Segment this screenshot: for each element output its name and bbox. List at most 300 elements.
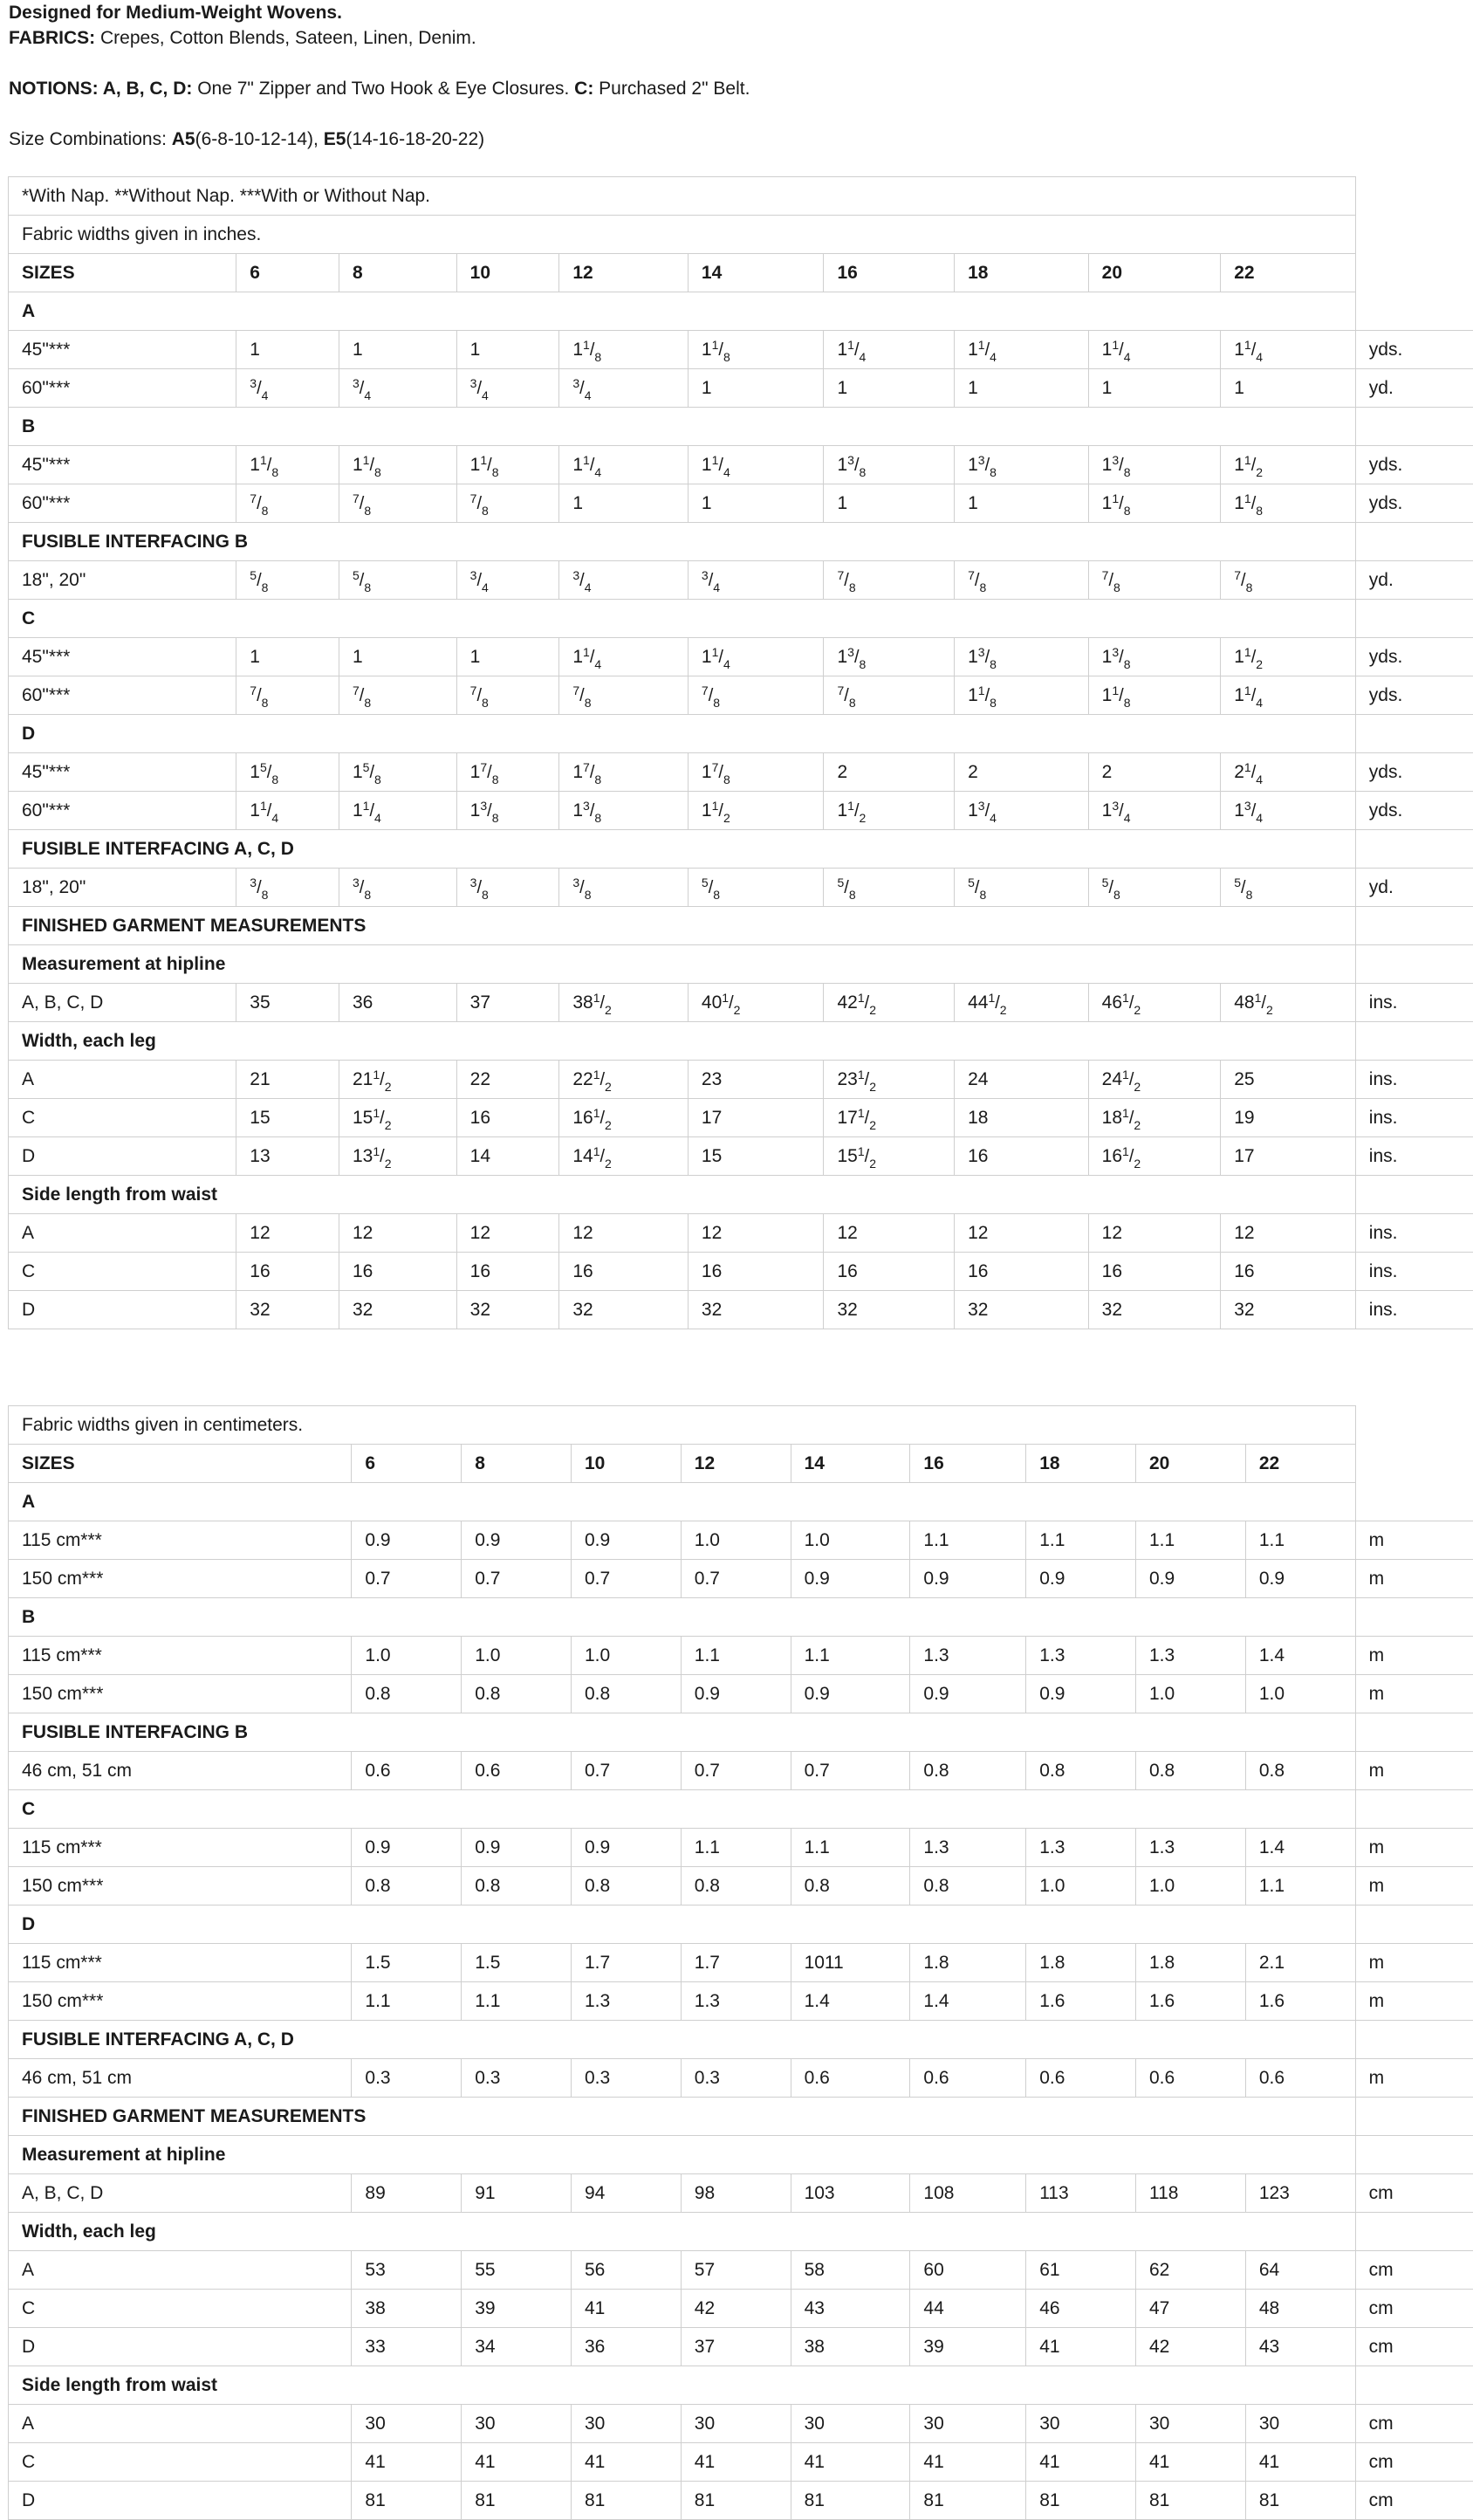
row-label: A, B, C, D	[9, 2174, 352, 2213]
designed-for-line: Designed for Medium-Weight Wovens.	[9, 0, 1457, 25]
table-cell: 1	[236, 638, 339, 676]
table-cell: 30	[571, 2405, 681, 2443]
table-cell: $1^1/_8$	[559, 331, 689, 369]
table-cell: $^3/_8$	[339, 869, 456, 907]
table-cell: 113	[1026, 2174, 1136, 2213]
table-cell: 48	[1245, 2290, 1355, 2328]
table-cell: 1011	[791, 1944, 910, 1982]
row-label: 18", 20"	[9, 869, 236, 907]
table-cell: 2.1	[1245, 1944, 1355, 1982]
size-combinations-prefix: Size Combinations:	[9, 129, 172, 149]
table-cell: 33	[352, 2328, 462, 2366]
unit-cell: cm	[1355, 2174, 1473, 2213]
section-heading: FINISHED GARMENT MEASUREMENTS	[9, 907, 1356, 945]
row-label: 60"***	[9, 792, 236, 830]
size-column-header: 14	[688, 254, 824, 292]
table-cell: 118	[1136, 2174, 1246, 2213]
table-cell: 1.1	[1245, 1521, 1355, 1560]
table-row	[9, 1675, 1473, 1713]
table-cell: 0.8	[910, 1752, 1026, 1790]
table-cell: 1.8	[910, 1944, 1026, 1982]
table-cell: $^3/_4$	[456, 561, 559, 600]
table-cell: $2^1/_4$	[1221, 753, 1356, 792]
table-cell: $1^1/_4$	[688, 446, 824, 484]
table-cell: 30	[910, 2405, 1026, 2443]
table-cell: 1.1	[1136, 1521, 1246, 1560]
section-heading: Width, each leg	[9, 1022, 1356, 1061]
table-cell: 1.1	[791, 1637, 910, 1675]
table-cell: $^7/_8$	[456, 676, 559, 715]
section-header-row	[9, 2366, 1473, 2405]
unit-cell: ins.	[1355, 1099, 1473, 1137]
table-cell: 1.8	[1136, 1944, 1246, 1982]
table-cell: 41	[1136, 2443, 1246, 2482]
metric-yardage-table	[8, 1405, 1473, 2520]
notions-line	[9, 76, 1457, 101]
unit-cell: m	[1355, 1521, 1473, 1560]
nap-note: *With Nap. **Without Nap. ***With or Without Nap.	[9, 177, 1356, 216]
combo-code-a5: A5	[172, 129, 195, 149]
table-row	[9, 1982, 1473, 2021]
table-cell: 0.8	[1136, 1752, 1246, 1790]
table-cell: $1^1/_4$	[955, 331, 1089, 369]
table-cell: 36	[571, 2328, 681, 2366]
notions-c-label: C:	[574, 79, 593, 99]
table-cell: 12	[456, 1214, 559, 1253]
table-cell: 56	[571, 2251, 681, 2290]
size-column-header: 22	[1245, 1445, 1355, 1483]
unit-cell: m	[1355, 1752, 1473, 1790]
table-cell: 1.3	[1026, 1637, 1136, 1675]
table-cell: 1.1	[352, 1982, 462, 2021]
unit-cell: ins.	[1355, 1061, 1473, 1099]
table-cell: 0.9	[791, 1560, 910, 1598]
section-heading: Measurement at hipline	[9, 2136, 1356, 2174]
table-cell: $^5/_8$	[688, 869, 824, 907]
table-cell: 123	[1245, 2174, 1355, 2213]
table-cell: 1.6	[1026, 1982, 1136, 2021]
size-column-header: 20	[1136, 1445, 1246, 1483]
table-cell: 0.8	[462, 1675, 572, 1713]
table-cell: 32	[824, 1291, 955, 1329]
table-row	[9, 1099, 1473, 1137]
table-cell: 39	[910, 2328, 1026, 2366]
section-heading: FUSIBLE INTERFACING B	[9, 523, 1356, 561]
unit-cell: cm	[1355, 2328, 1473, 2366]
table-cell: 16	[456, 1099, 559, 1137]
table-cell: $1^1/_2$	[1221, 446, 1356, 484]
table-cell: 35	[236, 984, 339, 1022]
table-cell: 1	[688, 369, 824, 408]
table-cell: 12	[955, 1214, 1089, 1253]
section-heading: Side length from waist	[9, 2366, 1356, 2405]
table-cell: 0.9	[791, 1675, 910, 1713]
table-cell: $^3/_8$	[559, 869, 689, 907]
table-cell: 0.7	[681, 1752, 791, 1790]
section-header-row	[9, 945, 1473, 984]
table-cell: 0.9	[681, 1675, 791, 1713]
table-cell: 32	[955, 1291, 1089, 1329]
section-header-row	[9, 2098, 1473, 2136]
table-cell: $1^3/_4$	[1088, 792, 1221, 830]
table-cell: $^7/_8$	[339, 676, 456, 715]
unit-cell: yds.	[1355, 484, 1473, 523]
table-cell: 0.6	[462, 1752, 572, 1790]
unit-cell: yds.	[1355, 638, 1473, 676]
table-cell: 1.0	[1136, 1867, 1246, 1905]
fabrics-text: Crepes, Cotton Blends, Sateen, Linen, Denim.	[95, 28, 476, 48]
combo-sizes-e5: (14-16-18-20-22)	[346, 129, 484, 149]
table-cell: $38^1/_2$	[559, 984, 689, 1022]
unit-cell: yd.	[1355, 561, 1473, 600]
table-cell: 1.3	[571, 1982, 681, 2021]
table-cell: 0.6	[1026, 2059, 1136, 2098]
table-row	[9, 2405, 1473, 2443]
table-cell: 24	[955, 1061, 1089, 1099]
table-cell: $1^1/_2$	[688, 792, 824, 830]
section-heading: Width, each leg	[9, 2213, 1356, 2251]
table-cell: 12	[339, 1214, 456, 1253]
table-cell: 16	[955, 1253, 1089, 1291]
fabrics-line	[9, 25, 1457, 51]
sizes-header-label: SIZES	[9, 254, 236, 292]
table-cell: 1.4	[910, 1982, 1026, 2021]
section-heading: C	[9, 1790, 1356, 1829]
table-cell: 15	[236, 1099, 339, 1137]
table-row	[9, 869, 1473, 907]
table-cell: 41	[791, 2443, 910, 2482]
unit-cell: m	[1355, 1637, 1473, 1675]
table-cell: $^5/_8$	[824, 869, 955, 907]
size-column-header: 16	[824, 254, 955, 292]
table-cell: $1^3/_4$	[1221, 792, 1356, 830]
row-label: 115 cm***	[9, 1521, 352, 1560]
table-cell: 15	[688, 1137, 824, 1176]
section-header-row	[9, 1713, 1473, 1752]
table-cell: 1.0	[571, 1637, 681, 1675]
table-cell: $1^1/_4$	[559, 446, 689, 484]
table-cell: 64	[1245, 2251, 1355, 2290]
table-cell: 21	[236, 1061, 339, 1099]
size-column-header: 18	[955, 254, 1089, 292]
table-cell: $^7/_8$	[955, 561, 1089, 600]
table-row	[9, 446, 1473, 484]
imperial-yardage-table	[8, 176, 1473, 1329]
table-cell: 2	[1088, 753, 1221, 792]
row-label: D	[9, 1291, 236, 1329]
table-cell: 1.0	[1245, 1675, 1355, 1713]
table-cell: 81	[791, 2482, 910, 2520]
row-label: 45"***	[9, 753, 236, 792]
table-cell: $^3/_4$	[236, 369, 339, 408]
table-cell: 30	[1026, 2405, 1136, 2443]
table-cell: 1.1	[910, 1521, 1026, 1560]
table-cell: 0.7	[791, 1752, 910, 1790]
row-label: 60"***	[9, 369, 236, 408]
table-cell: $^7/_8$	[824, 561, 955, 600]
table-cell: 0.8	[791, 1867, 910, 1905]
table-cell: 43	[1245, 2328, 1355, 2366]
width-note-row	[9, 1406, 1473, 1445]
nap-note-row	[9, 177, 1473, 216]
table-row	[9, 484, 1473, 523]
table-row	[9, 792, 1473, 830]
table-cell: $^7/_8$	[236, 676, 339, 715]
table-row	[9, 1137, 1473, 1176]
table-cell: 1	[824, 369, 955, 408]
section-heading: FUSIBLE INTERFACING B	[9, 1713, 1356, 1752]
table-cell: 25	[1221, 1061, 1356, 1099]
table-row	[9, 2328, 1473, 2366]
table-cell: 2	[824, 753, 955, 792]
table-row	[9, 1560, 1473, 1598]
section-heading: D	[9, 715, 1356, 753]
table-cell: 30	[352, 2405, 462, 2443]
table-cell: 0.9	[1136, 1560, 1246, 1598]
table-row	[9, 2059, 1473, 2098]
table-cell: 1.1	[462, 1982, 572, 2021]
table-row	[9, 1867, 1473, 1905]
table-cell: 16	[688, 1253, 824, 1291]
row-label: A	[9, 1214, 236, 1253]
row-label: 150 cm***	[9, 1982, 352, 2021]
table-cell: 0.9	[571, 1521, 681, 1560]
fabrics-label: FABRICS:	[9, 28, 95, 48]
table-cell: 17	[1221, 1137, 1356, 1176]
table-cell: 16	[955, 1137, 1089, 1176]
table-cell: 30	[462, 2405, 572, 2443]
table-cell: 0.8	[681, 1867, 791, 1905]
sizes-header-row	[9, 254, 1473, 292]
table-cell: 34	[462, 2328, 572, 2366]
table-cell: 16	[1221, 1253, 1356, 1291]
unit-cell: yd.	[1355, 369, 1473, 408]
table-cell: 1.6	[1245, 1982, 1355, 2021]
size-column-header: 8	[462, 1445, 572, 1483]
table-cell: $^5/_8$	[1221, 869, 1356, 907]
table-cell: 91	[462, 2174, 572, 2213]
table-cell: 12	[1088, 1214, 1221, 1253]
row-label: C	[9, 2443, 352, 2482]
table-cell: 18	[955, 1099, 1089, 1137]
section-heading: FUSIBLE INTERFACING A, C, D	[9, 2021, 1356, 2059]
table-cell: 41	[681, 2443, 791, 2482]
table-cell: 1.0	[1026, 1867, 1136, 1905]
table-cell: 0.9	[1245, 1560, 1355, 1598]
row-label: 60"***	[9, 676, 236, 715]
table-cell: 1.1	[791, 1829, 910, 1867]
table-cell: 38	[352, 2290, 462, 2328]
table-cell: 108	[910, 2174, 1026, 2213]
table-row	[9, 2290, 1473, 2328]
table-cell: 0.3	[571, 2059, 681, 2098]
table-cell: 12	[1221, 1214, 1356, 1253]
table-cell: $1^3/_8$	[824, 446, 955, 484]
unit-cell: m	[1355, 1867, 1473, 1905]
table-cell: 81	[681, 2482, 791, 2520]
table-cell: $14^1/_2$	[559, 1137, 689, 1176]
section-header-row	[9, 715, 1473, 753]
table-cell: 0.9	[462, 1829, 572, 1867]
table-cell: 0.6	[1136, 2059, 1246, 2098]
unit-cell: cm	[1355, 2443, 1473, 2482]
table-cell: $42^1/_2$	[824, 984, 955, 1022]
table-cell: $1^1/_4$	[1221, 331, 1356, 369]
table-row	[9, 1829, 1473, 1867]
table-row	[9, 753, 1473, 792]
row-label: 60"***	[9, 484, 236, 523]
table-cell: $18^1/_2$	[1088, 1099, 1221, 1137]
unit-cell: m	[1355, 2059, 1473, 2098]
table-cell: $1^1/_4$	[1088, 331, 1221, 369]
table-cell: 0.6	[791, 2059, 910, 2098]
section-heading: B	[9, 408, 1356, 446]
notions-label: NOTIONS: A, B, C, D:	[9, 79, 192, 99]
table-cell: $1^1/_8$	[1221, 484, 1356, 523]
table-cell: 1.3	[910, 1637, 1026, 1675]
unit-cell: cm	[1355, 2405, 1473, 2443]
row-label: 18", 20"	[9, 561, 236, 600]
row-label: 46 cm, 51 cm	[9, 1752, 352, 1790]
section-heading: C	[9, 600, 1356, 638]
table-cell: 57	[681, 2251, 791, 2290]
table-cell: 1	[339, 638, 456, 676]
section-heading: D	[9, 1905, 1356, 1944]
table-cell: 1.3	[681, 1982, 791, 2021]
section-heading: FINISHED GARMENT MEASUREMENTS	[9, 2098, 1356, 2136]
size-column-header: 12	[559, 254, 689, 292]
table-cell: 55	[462, 2251, 572, 2290]
table-cell: 1.7	[681, 1944, 791, 1982]
section-header-row	[9, 1598, 1473, 1637]
table-row	[9, 1253, 1473, 1291]
table-cell: $16^1/_2$	[1088, 1137, 1221, 1176]
table-cell: 14	[456, 1137, 559, 1176]
table-cell: 1.1	[1026, 1521, 1136, 1560]
table-cell: $^3/_8$	[236, 869, 339, 907]
table-cell: $1^1/_2$	[824, 792, 955, 830]
row-label: 115 cm***	[9, 1944, 352, 1982]
table-cell: 41	[462, 2443, 572, 2482]
table-cell: 1.7	[571, 1944, 681, 1982]
row-label: 45"***	[9, 638, 236, 676]
table-cell: 81	[462, 2482, 572, 2520]
row-label: A, B, C, D	[9, 984, 236, 1022]
size-column-header: 20	[1088, 254, 1221, 292]
table-cell: 58	[791, 2251, 910, 2290]
row-label: C	[9, 1099, 236, 1137]
table-cell: 81	[1136, 2482, 1246, 2520]
table-cell: 1.0	[1136, 1675, 1246, 1713]
table-cell: 0.8	[352, 1675, 462, 1713]
size-column-header: 22	[1221, 254, 1356, 292]
section-header-row	[9, 523, 1473, 561]
table-cell: 0.9	[910, 1560, 1026, 1598]
table-cell: 81	[352, 2482, 462, 2520]
table-cell: 41	[571, 2290, 681, 2328]
table-cell: 30	[1136, 2405, 1246, 2443]
row-label: 46 cm, 51 cm	[9, 2059, 352, 2098]
row-label: 45"***	[9, 331, 236, 369]
table-row	[9, 1944, 1473, 1982]
table-cell: $46^1/_2$	[1088, 984, 1221, 1022]
table-cell: 1.1	[1245, 1867, 1355, 1905]
table-cell: 30	[1245, 2405, 1355, 2443]
table-cell: 0.9	[352, 1829, 462, 1867]
table-cell: $^7/_8$	[236, 484, 339, 523]
table-cell: 12	[559, 1214, 689, 1253]
table-cell: 42	[1136, 2328, 1246, 2366]
table-cell: 1.4	[1245, 1829, 1355, 1867]
unit-cell: m	[1355, 1560, 1473, 1598]
section-heading: A	[9, 292, 1356, 331]
table-cell: 0.8	[352, 1867, 462, 1905]
table-cell: $1^1/_4$	[1221, 676, 1356, 715]
table-cell: 0.8	[1245, 1752, 1355, 1790]
table-cell: 81	[571, 2482, 681, 2520]
table-cell: $13^1/_2$	[339, 1137, 456, 1176]
table-cell: 0.6	[352, 1752, 462, 1790]
table-cell: $1^1/_8$	[456, 446, 559, 484]
section-header-row	[9, 1790, 1473, 1829]
table-cell: 0.6	[910, 2059, 1026, 2098]
table-cell: 16	[456, 1253, 559, 1291]
table-cell: $48^1/_2$	[1221, 984, 1356, 1022]
section-header-row	[9, 2213, 1473, 2251]
table-cell: 0.6	[1245, 2059, 1355, 2098]
table-row	[9, 369, 1473, 408]
table-cell: 30	[791, 2405, 910, 2443]
table-cell: $1^3/_8$	[1088, 446, 1221, 484]
table-cell: $40^1/_2$	[688, 984, 824, 1022]
table-cell: 60	[910, 2251, 1026, 2290]
table-cell: 32	[1088, 1291, 1221, 1329]
table-cell: 1.3	[910, 1829, 1026, 1867]
section-heading: B	[9, 1598, 1356, 1637]
table-cell: 16	[339, 1253, 456, 1291]
table-cell: $1^1/_4$	[824, 331, 955, 369]
table-row	[9, 1752, 1473, 1790]
table-cell: $24^1/_2$	[1088, 1061, 1221, 1099]
section-header-row	[9, 1905, 1473, 1944]
section-heading: A	[9, 1483, 1356, 1521]
table-cell: 0.9	[1026, 1560, 1136, 1598]
table-row	[9, 1637, 1473, 1675]
table-cell: 12	[824, 1214, 955, 1253]
table-cell: 0.9	[571, 1829, 681, 1867]
table-row	[9, 984, 1473, 1022]
table-cell: 81	[1245, 2482, 1355, 2520]
table-cell: $^5/_8$	[1088, 869, 1221, 907]
table-cell: 36	[339, 984, 456, 1022]
table-cell: 0.7	[352, 1560, 462, 1598]
table-cell: 1	[339, 331, 456, 369]
table-row	[9, 676, 1473, 715]
table-cell: 44	[910, 2290, 1026, 2328]
table-cell: 0.7	[681, 1560, 791, 1598]
table-cell: 1.3	[1136, 1637, 1246, 1675]
notions-text: One 7" Zipper and Two Hook & Eye Closures.	[192, 79, 574, 99]
table-cell: $21^1/_2$	[339, 1061, 456, 1099]
table-cell: 16	[559, 1253, 689, 1291]
table-cell: $^5/_8$	[339, 561, 456, 600]
table-cell: 41	[910, 2443, 1026, 2482]
section-heading: Side length from waist	[9, 1176, 1356, 1214]
table-cell: $1^3/_8$	[955, 446, 1089, 484]
table-cell: 0.9	[910, 1675, 1026, 1713]
section-header-row	[9, 1483, 1473, 1521]
table-cell: $^5/_8$	[236, 561, 339, 600]
